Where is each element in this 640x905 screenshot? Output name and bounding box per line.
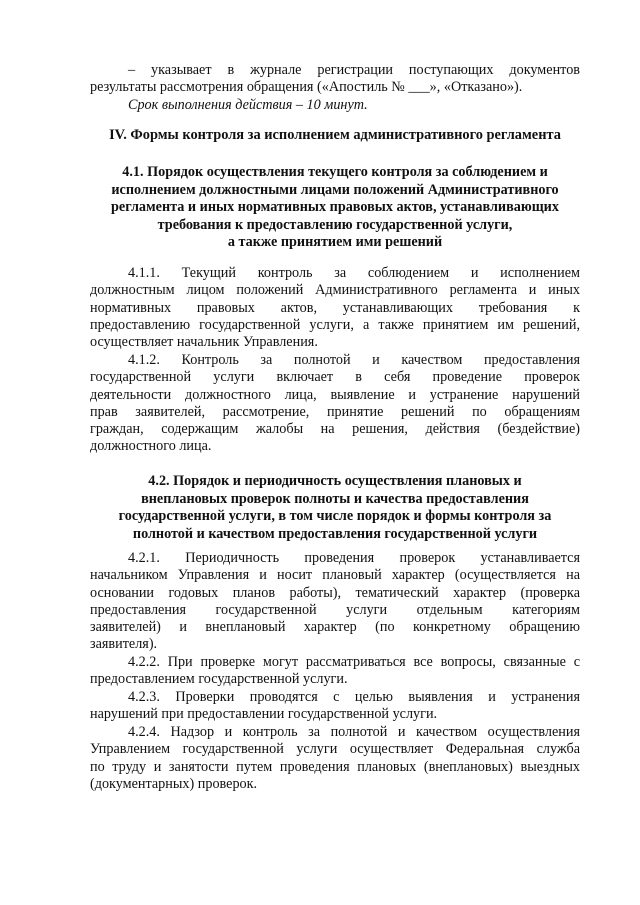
paragraph-4-1-2 bbox=[90, 352, 580, 456]
text-line: 4.2.4. Надзор и контроль за полнотой и качеством осуществления bbox=[128, 724, 580, 740]
text-line: 4.2.1. Периодичность проведения проверок устанавливается bbox=[128, 550, 580, 566]
text-line: граждан, содержащим жалобы на решения, действия (бездействие) bbox=[90, 421, 580, 438]
text-line: (документарных) проверок. bbox=[90, 775, 258, 792]
intro-paragraph bbox=[90, 62, 580, 114]
heading-line: регламента и иных нормативных правовых актов, устанавливающих bbox=[111, 199, 559, 216]
text-line: 4.2.2. При проверке могут рассматриваться все вопросы, связанные с bbox=[128, 654, 580, 670]
subsection-4-2-heading bbox=[90, 473, 580, 543]
text-line: должностным лицом положений Административного регламента и иных bbox=[90, 282, 580, 299]
subsection-4-1-heading bbox=[90, 164, 580, 252]
text-line: начальником Управления и носит плановый характер (осуществляется на bbox=[90, 567, 580, 584]
heading-line: государственной услуги, в том числе порядок и формы контроля за bbox=[118, 508, 552, 525]
text-line: осуществляет начальник Управления. bbox=[90, 334, 318, 351]
paragraph-4-2-2 bbox=[90, 654, 580, 689]
paragraph-4-1-1 bbox=[90, 265, 580, 351]
text-line: государственной услуги включает в себя проведение проверок bbox=[90, 369, 580, 386]
heading-line: требования к предоставлению государственной услуги, bbox=[157, 216, 513, 233]
heading-line: 4.2. Порядок и периодичность осуществления плановых и bbox=[148, 473, 522, 489]
heading-line: 4.1. Порядок осуществления текущего контроля за соблюдением и bbox=[122, 164, 548, 180]
text-line: 4.1.1. Текущий контроль за соблюдением и исполнением bbox=[128, 265, 580, 281]
text-line: Управлением государственной услуги осуществляет Федеральная служба bbox=[90, 741, 580, 758]
text-line: 4.1.2. Контроль за полнотой и качеством предоставления bbox=[128, 352, 580, 368]
text-line: заявителя). bbox=[90, 636, 158, 653]
text-line: нарушений при предоставлении государственной услуги. bbox=[90, 706, 438, 723]
text-line: должностного лица. bbox=[90, 438, 212, 455]
text-line: заявителей) и внеплановый характер (по конкретному обращению bbox=[90, 619, 580, 636]
paragraph-4-2-1 bbox=[90, 550, 580, 654]
intro-line-2: результаты рассмотрения обращения («Апостиль № ___», «Отказано»). bbox=[90, 79, 523, 96]
heading-line: внеплановых проверок полноты и качества предоставления bbox=[141, 490, 529, 507]
text-line: предоставлению государственной услуги, а также принятием им решений, bbox=[90, 316, 580, 333]
text-line: нормативных правовых актов, устанавливающих требования к bbox=[90, 299, 580, 316]
text-line: деятельности должностного лица, выявление и устранение нарушений bbox=[90, 386, 580, 403]
text-line: предоставления государственной услуги отдельным категориям bbox=[90, 601, 580, 618]
deadline-note: Срок выполнения действия – 10 минут. bbox=[128, 96, 368, 113]
text-line: основании годовых планов работы), тематический характер (проверка bbox=[90, 584, 580, 601]
text-line: 4.2.3. Проверки проводятся с целью выявления и устранения bbox=[128, 689, 580, 705]
section-title: IV. Формы контроля за исполнением административного регламента bbox=[109, 127, 561, 143]
paragraph-4-2-4 bbox=[90, 724, 580, 793]
text-line: предоставлением государственной услуги. bbox=[90, 671, 348, 688]
heading-line: исполнением должностными лицами положений Административного bbox=[111, 181, 559, 198]
heading-line: а также принятием ими решений bbox=[227, 234, 443, 251]
paragraph-4-2-3 bbox=[90, 689, 580, 724]
text-line: по труду и занятости путем проведения плановых (внеплановых) выездных bbox=[90, 758, 580, 775]
intro-line-1: – указывает в журнале регистрации поступающих документов bbox=[128, 62, 580, 78]
heading-line: полнотой и качеством предоставления государственной услуги bbox=[132, 525, 538, 542]
text-line: прав заявителей, рассмотрение, принятие решений по обращениям bbox=[90, 403, 580, 420]
